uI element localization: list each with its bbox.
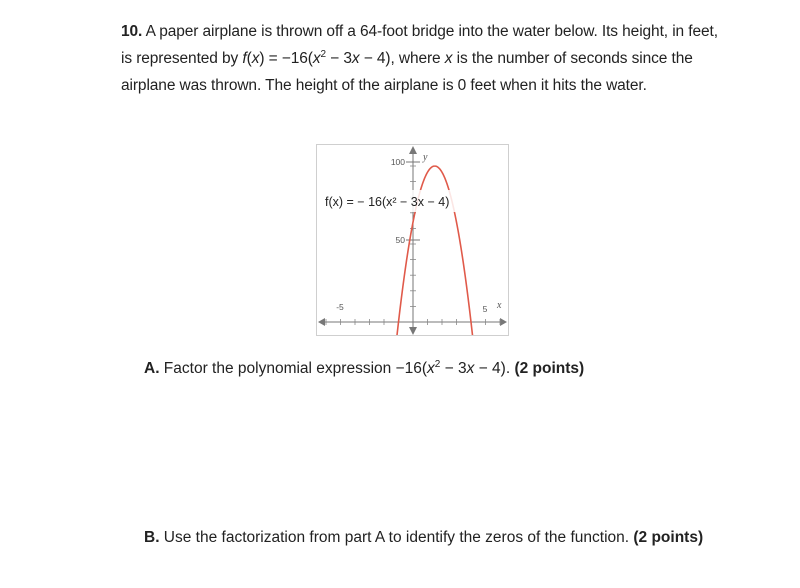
- problem-number: 10.: [121, 23, 143, 40]
- x-axis-label: x: [497, 300, 502, 311]
- x-axis-right-arrow-icon: [500, 318, 507, 326]
- graph-canvas: [317, 145, 508, 335]
- problem-text: is the number of seconds since the airplane was thrown. The height of the airplane is 0 feet when it hits the water.: [121, 50, 693, 94]
- part-b-label: B.: [144, 529, 160, 546]
- y-tick-label-100: 100: [390, 157, 405, 167]
- part-b-question: [144, 524, 704, 551]
- equation-label: f(x) = − 16(x² − 3x − 4): [325, 195, 450, 209]
- part-a-text: Factor the polynomial expression −16(: [159, 360, 428, 377]
- part-b-text: Use the factorization from part A to identify the zeros of the function.: [159, 529, 634, 546]
- exponent: 2: [434, 359, 441, 370]
- y-axis-label: y: [423, 152, 428, 163]
- problem-text: ) = −16(: [259, 50, 313, 67]
- problem-statement: [121, 18, 721, 99]
- x-tick-label-5: 5: [482, 304, 488, 314]
- variable-x: x: [466, 360, 475, 377]
- part-a-question: [144, 355, 704, 382]
- variable-x: x: [351, 50, 360, 67]
- part-a-text: − 4).: [474, 360, 515, 377]
- y-axis-down-arrow-icon: [409, 327, 417, 335]
- variable-x: x: [427, 360, 435, 377]
- x-tick-label-neg5: -5: [336, 302, 344, 312]
- function-name: f: [242, 50, 247, 67]
- x-axis-left-arrow-icon: [318, 318, 325, 326]
- variable-x: x: [312, 50, 321, 67]
- exponent: 2: [320, 49, 326, 60]
- part-a-text: − 3: [440, 360, 467, 377]
- part-a-points: (2 points): [514, 360, 585, 377]
- y-tick-label-50: 50: [395, 235, 405, 245]
- problem-text: − 3: [325, 50, 352, 67]
- part-a-label: A.: [144, 360, 160, 377]
- part-b-points: (2 points): [633, 529, 704, 546]
- variable-x: x: [251, 50, 260, 67]
- problem-text: A paper airplane is thrown off a 64-foot bridge into the water below. Its height, in feet, is represented by: [121, 23, 718, 67]
- function-graph: [316, 144, 509, 336]
- problem-text: (: [246, 50, 252, 67]
- variable-x: x: [444, 50, 453, 67]
- problem-text: − 4), where: [359, 50, 445, 67]
- y-axis-up-arrow-icon: [409, 146, 417, 154]
